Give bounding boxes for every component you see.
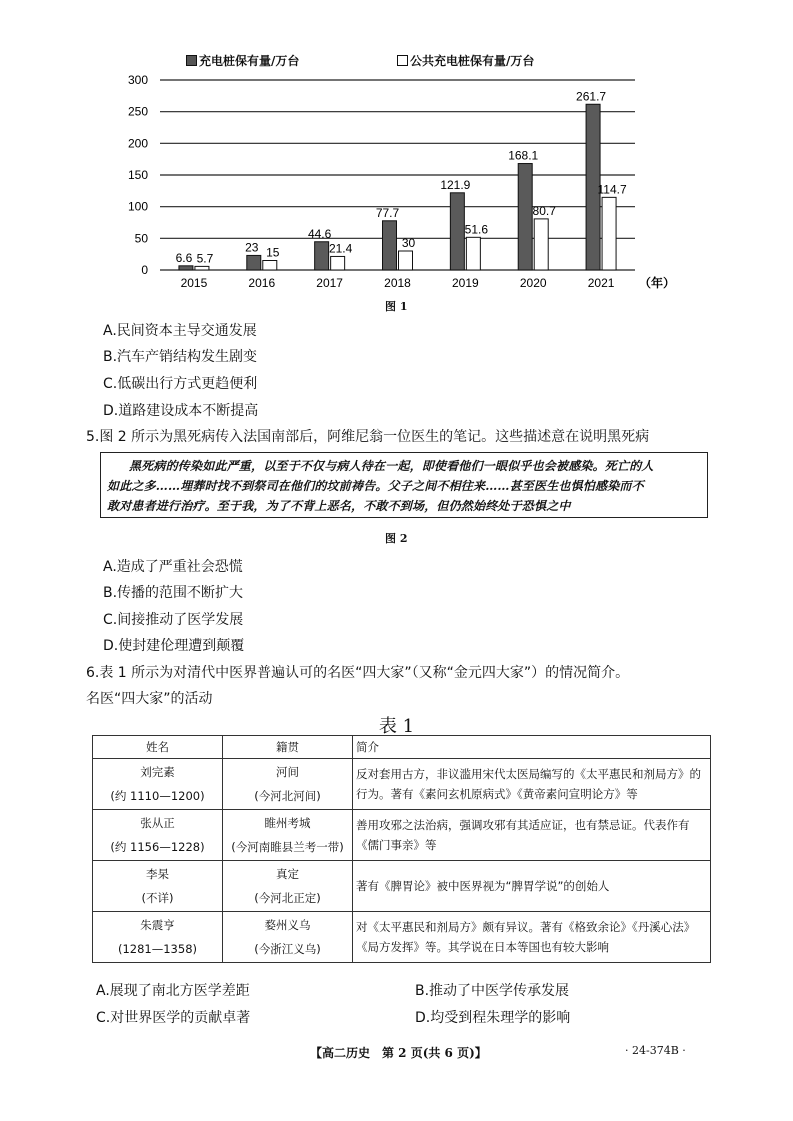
x-tick-label: 2017 bbox=[316, 276, 343, 290]
q5-option-d: D.使封建伦理遭到颠覆 bbox=[103, 638, 245, 654]
bar-charging-piles bbox=[518, 164, 532, 270]
data-label: 121.9 bbox=[440, 177, 471, 192]
row-name: 朱震亨 bbox=[140, 918, 175, 932]
footer-code: · 24-374B · bbox=[625, 1044, 686, 1057]
legend-swatch-light bbox=[397, 55, 408, 66]
row-name: 张从正 bbox=[140, 816, 175, 830]
x-tick-label: 2018 bbox=[384, 276, 411, 290]
data-label: 51.6 bbox=[464, 222, 489, 237]
row-place: 河间 bbox=[276, 765, 299, 779]
table-row bbox=[93, 861, 711, 912]
data-label: 114.7 bbox=[597, 182, 627, 197]
x-tick-label: 2019 bbox=[452, 276, 479, 290]
data-label: 77.7 bbox=[375, 205, 400, 220]
y-tick-label: 50 bbox=[134, 231, 148, 246]
row-years: (约 1110—1200) bbox=[110, 789, 205, 803]
y-tick-label: 250 bbox=[127, 104, 148, 119]
data-label: 15 bbox=[266, 245, 280, 260]
bar-public-charging-piles bbox=[263, 261, 277, 271]
data-label: 44.6 bbox=[307, 226, 332, 241]
q6-stem-line-2: 名医“四大家”的活动 bbox=[86, 691, 213, 707]
q5-option-c: C.间接推动了医学发展 bbox=[103, 612, 244, 628]
header-name: 姓名 bbox=[93, 736, 223, 759]
legend-swatch-dark bbox=[186, 55, 197, 66]
y-tick-label: 0 bbox=[141, 263, 148, 277]
bar-public-charging-piles bbox=[466, 237, 480, 270]
q6-option-a: A.展现了南北方医学差距 bbox=[96, 983, 250, 999]
bar-chart bbox=[110, 66, 676, 298]
row-place: 真定 bbox=[276, 867, 299, 881]
table-row bbox=[93, 810, 711, 861]
row-name: 李杲 bbox=[146, 867, 169, 881]
row-desc: 对《太平惠民和剂局方》颇有异议。著有《格致余论》《丹溪心法》《局方发挥》等。其学说在日本等国也有较大影响 bbox=[353, 912, 711, 963]
data-label: 30 bbox=[401, 236, 416, 250]
row-place-now: (今河北正定) bbox=[254, 891, 321, 905]
row-place: 睢州考城 bbox=[264, 816, 311, 830]
data-label: 261.7 bbox=[576, 89, 607, 104]
quote-line-2: 如此之多……埋葬时找不到祭司在他们的坟前祷告。父子之间不相往来……甚至医生也惧怕感染而不 bbox=[107, 479, 644, 493]
bar-public-charging-piles bbox=[602, 197, 616, 270]
x-tick-label: 2016 bbox=[248, 276, 276, 290]
q5-option-b: B.传播的范围不断扩大 bbox=[103, 585, 244, 601]
bar-public-charging-piles bbox=[331, 256, 345, 270]
bar-charging-piles bbox=[450, 193, 464, 270]
q4-option-b: B.汽车产销结构发生剧变 bbox=[103, 349, 258, 365]
legend-item-public-charging-piles: 公共充电桩保有量/万台 bbox=[397, 52, 534, 69]
figure-1-caption: 图 1 bbox=[385, 300, 408, 313]
y-tick-label: 200 bbox=[127, 136, 148, 151]
row-name: 刘完素 bbox=[140, 765, 175, 779]
table-1 bbox=[92, 735, 711, 963]
header-place: 籍贯 bbox=[223, 736, 353, 759]
data-label: 5.7 bbox=[196, 251, 214, 266]
table-row bbox=[93, 912, 711, 963]
data-label: 6.6 bbox=[175, 250, 193, 265]
legend-item-charging-piles: 充电桩保有量/万台 bbox=[186, 52, 299, 69]
header-desc: 简介 bbox=[353, 736, 711, 759]
quote-line-3: 敢对患者进行治疗。至于我，为了不背上恶名，不敢不到场，但仍然始终处于恐惧之中 bbox=[107, 499, 571, 513]
table-row bbox=[93, 759, 711, 810]
row-desc: 著有《脾胃论》被中医界视为“脾胃学说”的创始人 bbox=[353, 861, 711, 912]
bar-charging-piles bbox=[383, 221, 397, 270]
q4-option-a: A.民间资本主导交通发展 bbox=[103, 323, 257, 339]
bar-charging-piles bbox=[179, 266, 193, 270]
data-label: 168.1 bbox=[508, 148, 539, 163]
data-label: 80.7 bbox=[532, 203, 556, 218]
x-tick-label: 2021 bbox=[587, 276, 615, 290]
data-label: 21.4 bbox=[328, 241, 353, 256]
row-place-now: (今浙江义乌) bbox=[254, 942, 321, 956]
q6-option-c: C.对世界医学的贡献卓著 bbox=[96, 1010, 251, 1026]
q6-stem-line-1: 6.表 1 所示为对清代中医界普遍认可的名医“四大家”（又称“金元四大家”）的情况简介。 bbox=[86, 665, 630, 681]
q4-option-d: D.道路建设成本不断提高 bbox=[103, 403, 259, 419]
row-place: 婺州义乌 bbox=[264, 918, 311, 932]
figure-2-quote-box bbox=[100, 452, 708, 518]
row-years: (约 1156—1228) bbox=[110, 840, 205, 854]
q6-option-b: B.推动了中医学传承发展 bbox=[415, 983, 570, 999]
bar-charging-piles bbox=[315, 242, 329, 270]
q6-option-d: D.均受到程朱理学的影响 bbox=[415, 1010, 571, 1026]
footer-page-info: 【高二历史 第 2 页(共 6 页)】 bbox=[310, 1046, 487, 1060]
bar-public-charging-piles bbox=[534, 219, 548, 270]
bar-public-charging-piles bbox=[195, 266, 209, 270]
row-place-now: (今河北河间) bbox=[254, 789, 321, 803]
q4-option-c: C.低碳出行方式更趋便利 bbox=[103, 376, 258, 392]
data-label: 23 bbox=[245, 240, 259, 255]
y-tick-label: 100 bbox=[127, 199, 148, 214]
row-desc: 善用攻邪之法治病，强调攻邪有其适应证，也有禁忌证。代表作有《儒门事亲》等 bbox=[353, 810, 711, 861]
y-tick-label: 150 bbox=[127, 168, 148, 182]
q5-stem: 5.图 2 所示为黑死病传入法国南部后，阿维尼翁一位医生的笔记。这些描述意在说明黑死病 bbox=[86, 429, 650, 445]
figure-2-caption: 图 2 bbox=[385, 532, 408, 545]
row-desc: 反对套用古方，非议滥用宋代太医局编写的《太平惠民和剂局方》的行为。著有《素问玄机原病式》《黄帝素问宣明论方》等 bbox=[353, 759, 711, 810]
quote-line-1: 黑死病的传染如此严重，以至于不仅与病人待在一起，即使看他们一眼似乎也会被感染。死亡的人 bbox=[129, 459, 654, 473]
row-years: (1281—1358) bbox=[117, 942, 197, 956]
table-header-row bbox=[93, 736, 711, 759]
bar-public-charging-piles bbox=[399, 251, 413, 270]
y-tick-label: 300 bbox=[127, 73, 148, 87]
row-place-now: (今河南睢县兰考一带) bbox=[231, 840, 344, 854]
x-tick-label: 2015 bbox=[180, 276, 208, 290]
x-axis-label: （年） bbox=[639, 276, 676, 290]
x-tick-label: 2020 bbox=[519, 276, 547, 290]
q5-option-a: A.造成了严重社会恐慌 bbox=[103, 559, 243, 575]
bar-charging-piles bbox=[247, 255, 261, 270]
row-years: (不详) bbox=[141, 891, 174, 905]
table-1-title: 表 1 bbox=[378, 716, 415, 737]
